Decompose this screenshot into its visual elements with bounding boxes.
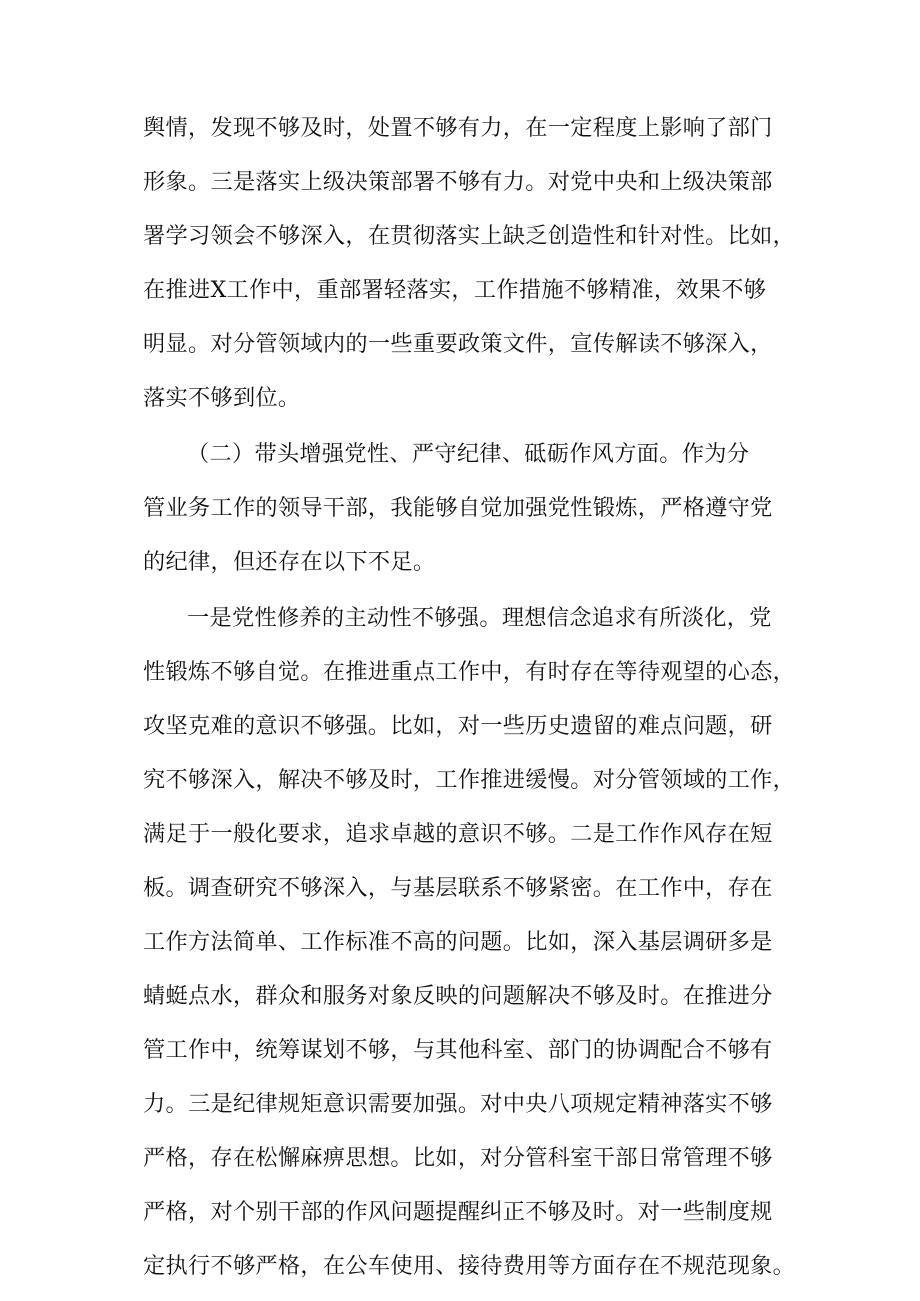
- paragraph-3-line-12: 严格，对个别干部的作风问题提醒纠正不够及时。对一些制度规: [143, 1199, 773, 1225]
- paragraph-1-line-1: 舆情，发现不够及时，处置不够有力，在一定程度上影响了部门: [143, 115, 773, 141]
- paragraph-3-line-11: 严格，存在松懈麻痹思想。比如，对分管科室干部日常管理不够: [143, 1145, 773, 1171]
- paragraph-3-line-5: 满足于一般化要求，追求卓越的意识不够。二是工作作风存在短: [143, 821, 773, 847]
- paragraph-1-line-4: 在推进X工作中，重部署轻落实，工作措施不够精准，效果不够: [143, 277, 767, 303]
- paragraph-3-line-3: 攻坚克难的意识不够强。比如，对一些历史遗留的难点问题，研: [143, 713, 773, 739]
- paragraph-3-line-7: 工作方法简单、工作标准不高的问题。比如，深入基层调研多是: [143, 929, 773, 955]
- paragraph-3-line-1: 一是党性修养的主动性不够强。理想信念追求有所淡化，党: [187, 605, 772, 631]
- paragraph-2-line-1: （二）带头增强党性、严守纪律、砥砺作风方面。作为分: [187, 441, 750, 467]
- paragraph-3-line-2: 性锻炼不够自觉。在推进重点工作中，有时存在等待观望的心态，: [143, 659, 796, 685]
- paragraph-3-line-13: 定执行不够严格，在公车使用、接待费用等方面存在不规范现象。: [143, 1253, 796, 1279]
- paragraph-1-line-5: 明显。对分管领域内的一些重要政策文件，宣传解读不够深入，: [143, 331, 773, 357]
- paragraph-3-line-8: 蜻蜓点水，群众和服务对象反映的问题解决不够及时。在推进分: [143, 983, 773, 1009]
- paragraph-3-line-10: 力。三是纪律规矩意识需要加强。对中央八项规定精神落实不够: [143, 1091, 773, 1117]
- paragraph-2-line-2: 管业务工作的领导干部，我能够自觉加强党性锻炼，严格遵守党: [143, 495, 773, 521]
- paragraph-3-line-6: 板。调查研究不够深入，与基层联系不够紧密。在工作中，存在: [143, 875, 773, 901]
- paragraph-3-line-4: 究不够深入，解决不够及时，工作推进缓慢。对分管领域的工作，: [143, 767, 796, 793]
- paragraph-1-line-6: 落实不够到位。: [143, 385, 301, 411]
- paragraph-2-line-3: 的纪律，但还存在以下不足。: [143, 549, 436, 575]
- paragraph-1-line-3: 署学习领会不够深入，在贯彻落实上缺乏创造性和针对性。比如，: [143, 223, 796, 249]
- paragraph-1-line-2: 形象。三是落实上级决策部署不够有力。对党中央和上级决策部: [143, 169, 773, 195]
- paragraph-3-line-9: 管工作中，统筹谋划不够，与其他科室、部门的协调配合不够有: [143, 1037, 773, 1063]
